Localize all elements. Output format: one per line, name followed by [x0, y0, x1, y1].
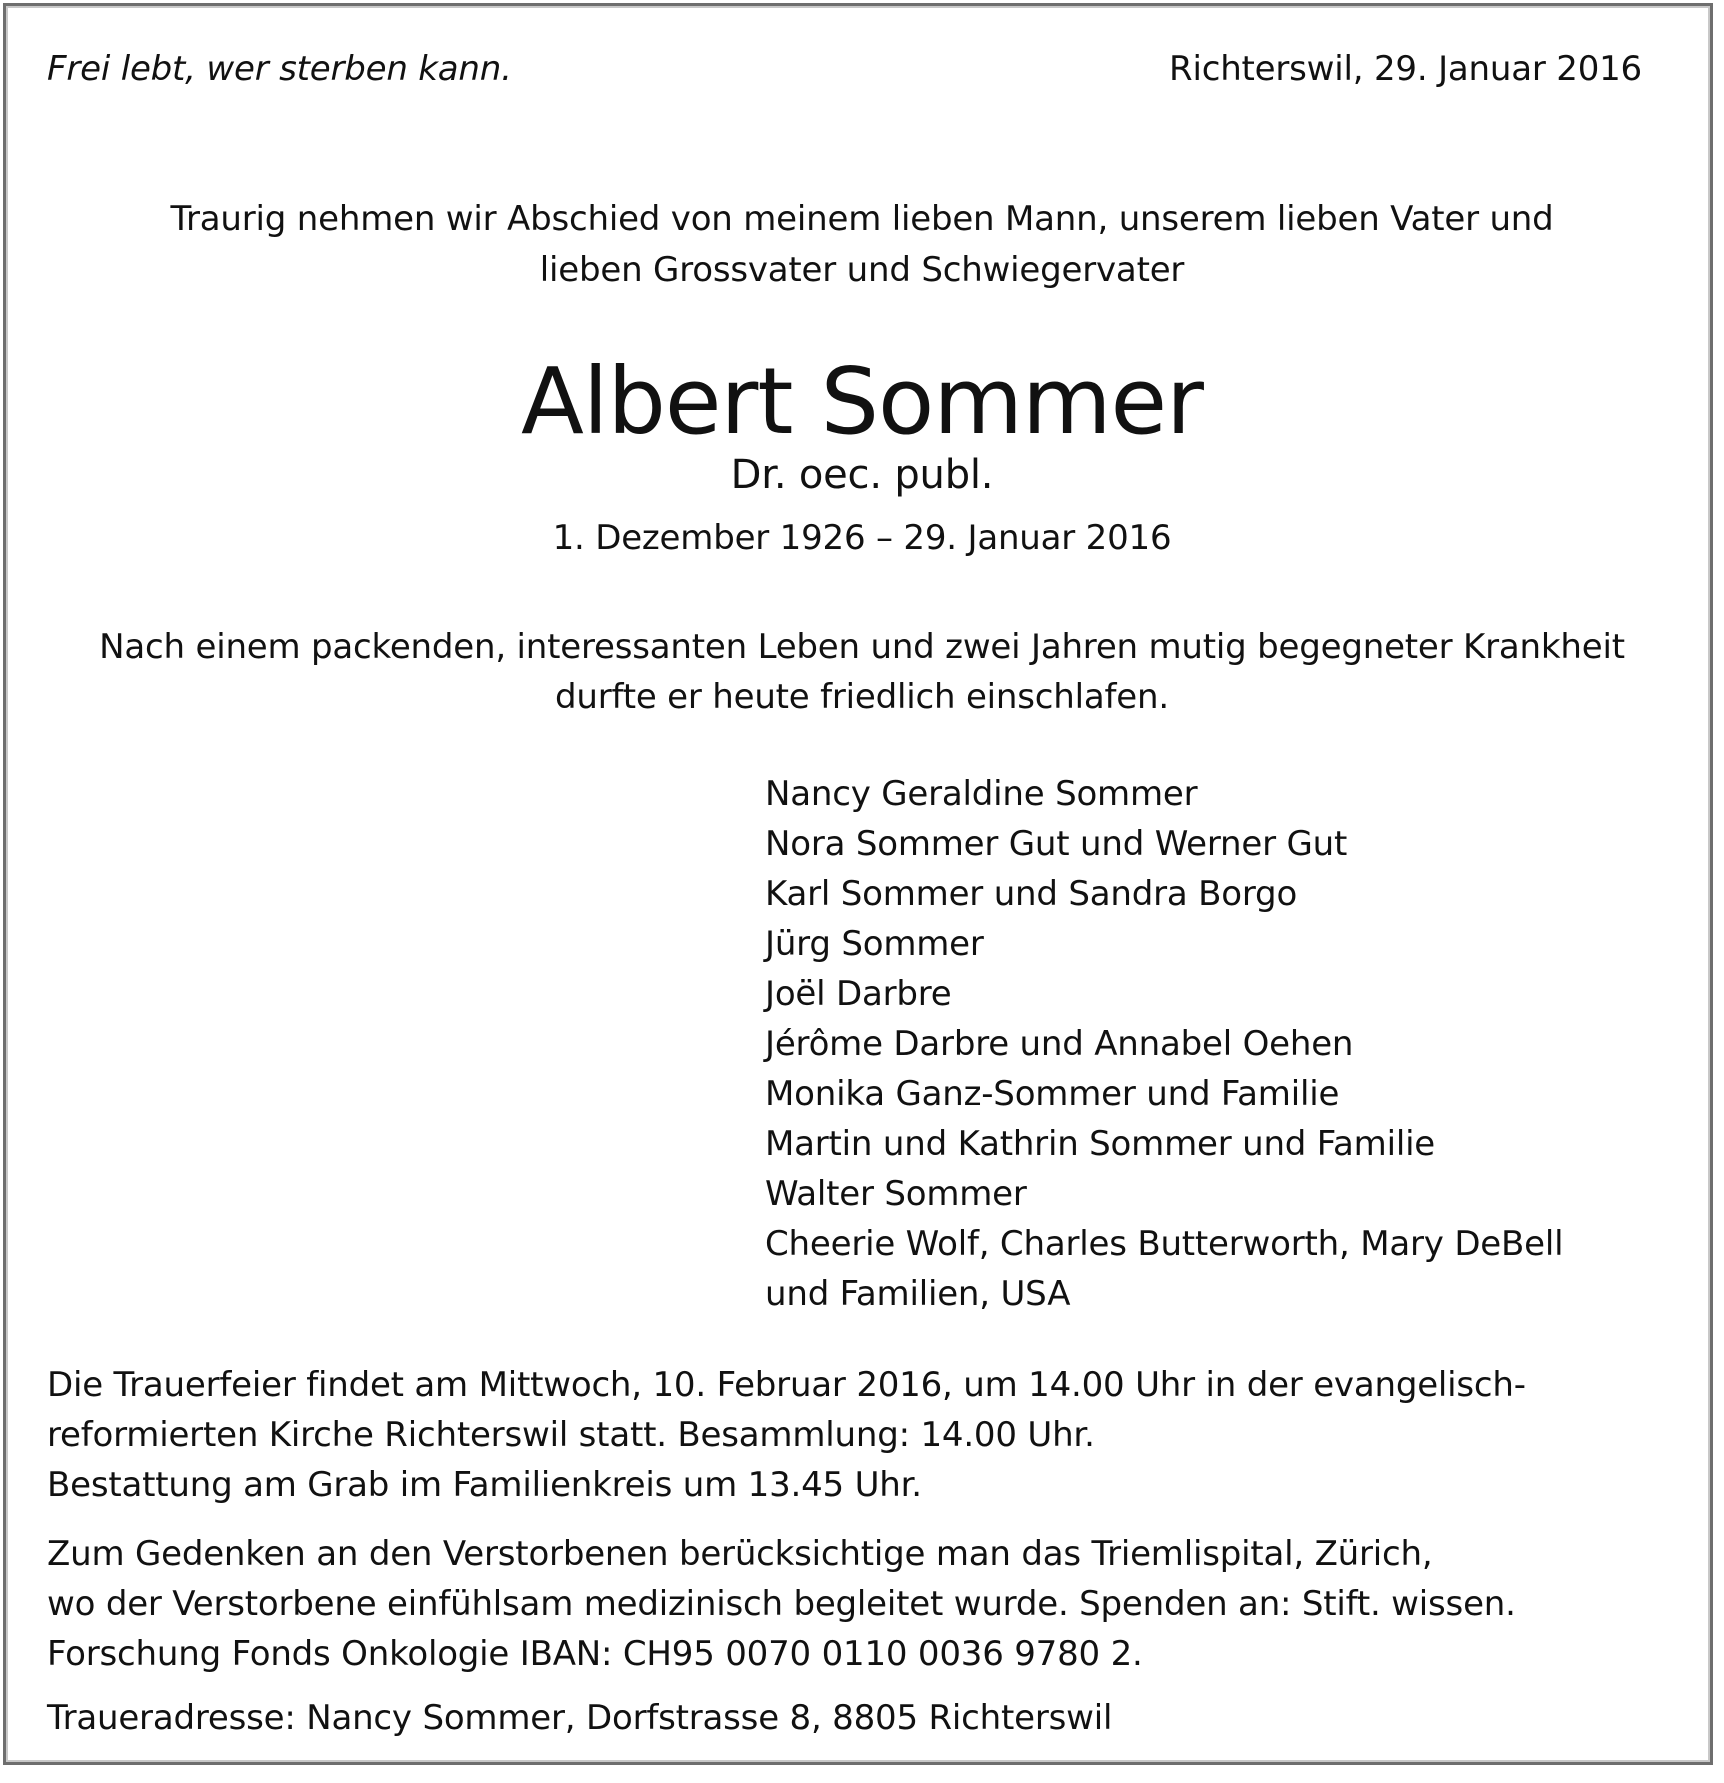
story-line-1: Nach einem packenden, interessanten Leben und zwei Jahren mutig begegneter Krankheit	[99, 627, 1625, 667]
memorial-paragraph	[47, 1529, 1516, 1679]
service-paragraph	[47, 1360, 1526, 1510]
memorial-line-3: Forschung Fonds Onkologie IBAN: CH95 0070 0110 0036 9780 2.	[47, 1634, 1143, 1674]
mourner-line: Nora Sommer Gut und Werner Gut	[765, 824, 1348, 864]
mourner-line: Walter Sommer	[765, 1174, 1027, 1214]
mourning-address	[47, 1693, 1112, 1743]
mourner-line: Jürg Sommer	[765, 924, 984, 964]
mourner-line: Nancy Geraldine Sommer	[765, 774, 1198, 814]
mourner-line: und Familien, USA	[765, 1274, 1071, 1314]
story-line-2: durfte er heute friedlich einschlafen.	[555, 677, 1169, 717]
service-line-1: Die Trauerfeier findet am Mittwoch, 10. Februar 2016, um 14.00 Uhr in der evangelisch-	[47, 1365, 1526, 1405]
mourner-line: Jérôme Darbre und Annabel Oehen	[765, 1024, 1354, 1064]
mourner-line: Cheerie Wolf, Charles Butterworth, Mary DeBell	[765, 1224, 1564, 1264]
intro-line-2: lieben Grossvater und Schwiegervater	[539, 250, 1185, 290]
address-line: Traueradresse: Nancy Sommer, Dorfstrasse 8, 8805 Richterswil	[47, 1698, 1113, 1738]
mourner-line: Martin und Kathrin Sommer und Familie	[765, 1124, 1436, 1164]
deceased-title: Dr. oec. publ.	[730, 452, 994, 498]
mourner-line: Joël Darbre	[765, 974, 952, 1014]
mourners-list	[765, 769, 1563, 1319]
mourner-line: Monika Ganz-Sommer und Familie	[765, 1074, 1340, 1114]
memorial-line-2: wo der Verstorbene einfühlsam medizinisch begleitet wurde. Spenden an: Stift. wissen.	[47, 1584, 1516, 1624]
place-date: Richterswil, 29. Januar 2016	[1169, 49, 1642, 89]
intro-line-1: Traurig nehmen wir Abschied von meinem lieben Mann, unserem lieben Vater und	[170, 199, 1554, 239]
service-line-3: Bestattung am Grab im Familienkreis um 13.45 Uhr.	[47, 1465, 922, 1505]
memorial-line-1: Zum Gedenken an den Verstorbenen berücksichtige man das Triemlispital, Zürich,	[47, 1534, 1433, 1574]
service-line-2: reformierten Kirche Richterswil statt. Besammlung: 14.00 Uhr.	[47, 1415, 1095, 1455]
motto: Frei lebt, wer sterben kann.	[47, 49, 512, 89]
mourner-line: Karl Sommer und Sandra Borgo	[765, 874, 1298, 914]
deceased-name: Albert Sommer	[521, 348, 1203, 455]
life-dates: 1. Dezember 1926 – 29. Januar 2016	[552, 518, 1172, 558]
